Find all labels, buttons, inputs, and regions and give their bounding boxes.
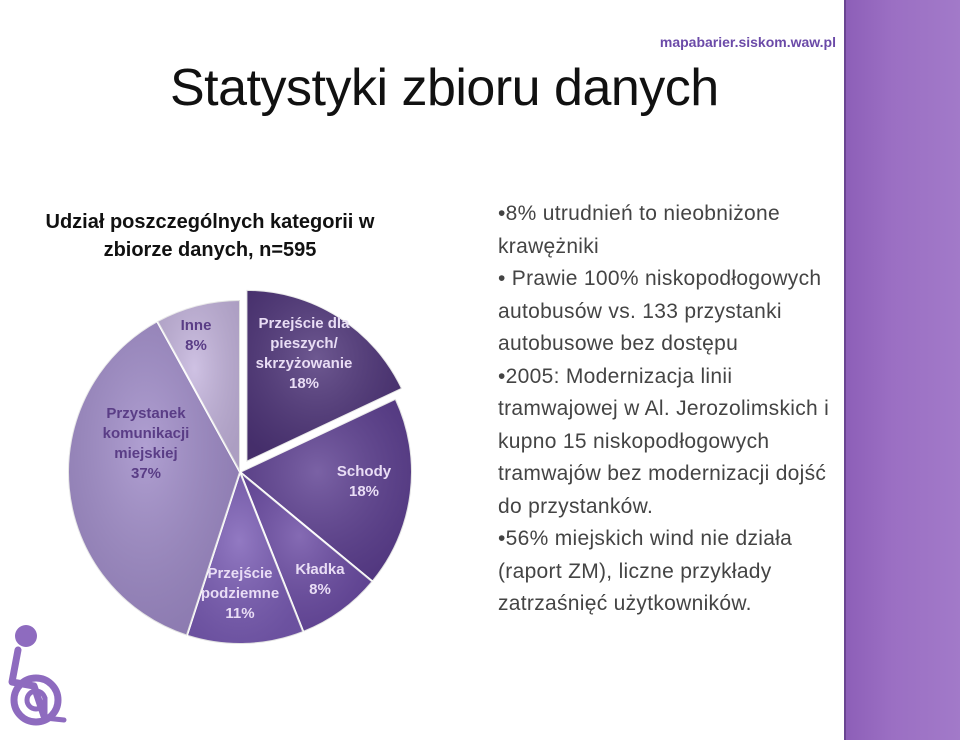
chart-title-line-2: zbiorze danych, n=595	[103, 239, 317, 261]
bullet-list	[498, 198, 843, 621]
site-url: mapabarier.siskom.waw.pl	[659, 34, 836, 50]
slice-label: Schody 18%	[336, 463, 392, 500]
wheelchair-logo-icon	[4, 620, 74, 730]
bullet-item: •8% utrudnień to nieobniżone krawężniki	[498, 202, 780, 258]
bullet-item: •56% miejskich wind nie działa (raport ZM), liczne przykłady zatrzaśnięć użytkowników.	[498, 527, 793, 615]
bullet-item: • Prawie 100% niskopodłogowych autobusów vs. 133 przystanki autobusowe bez dostępu	[498, 267, 822, 355]
slice-label: Kładka 8%	[295, 561, 345, 598]
chart-title-line-1: Udział poszczególnych kategorii w	[45, 211, 375, 233]
slice-label: Przystanek komunikacji miejskiej 37%	[102, 405, 190, 482]
bullet-item: •2005: Modernizacja linii tramwajowej w Al. Jerozolimskich i kupno 15 niskopodłogowych tramwajów bez modernizacji dojść do przystanków.	[498, 364, 830, 518]
slice-label: Przejście podziemne 11%	[200, 565, 280, 622]
slice-label: Przejście dla pieszych/ skrzyżowanie 18%	[255, 315, 353, 392]
page-title: Statystyki zbioru danych	[170, 59, 719, 117]
slice-label: Inne 8%	[180, 317, 212, 354]
